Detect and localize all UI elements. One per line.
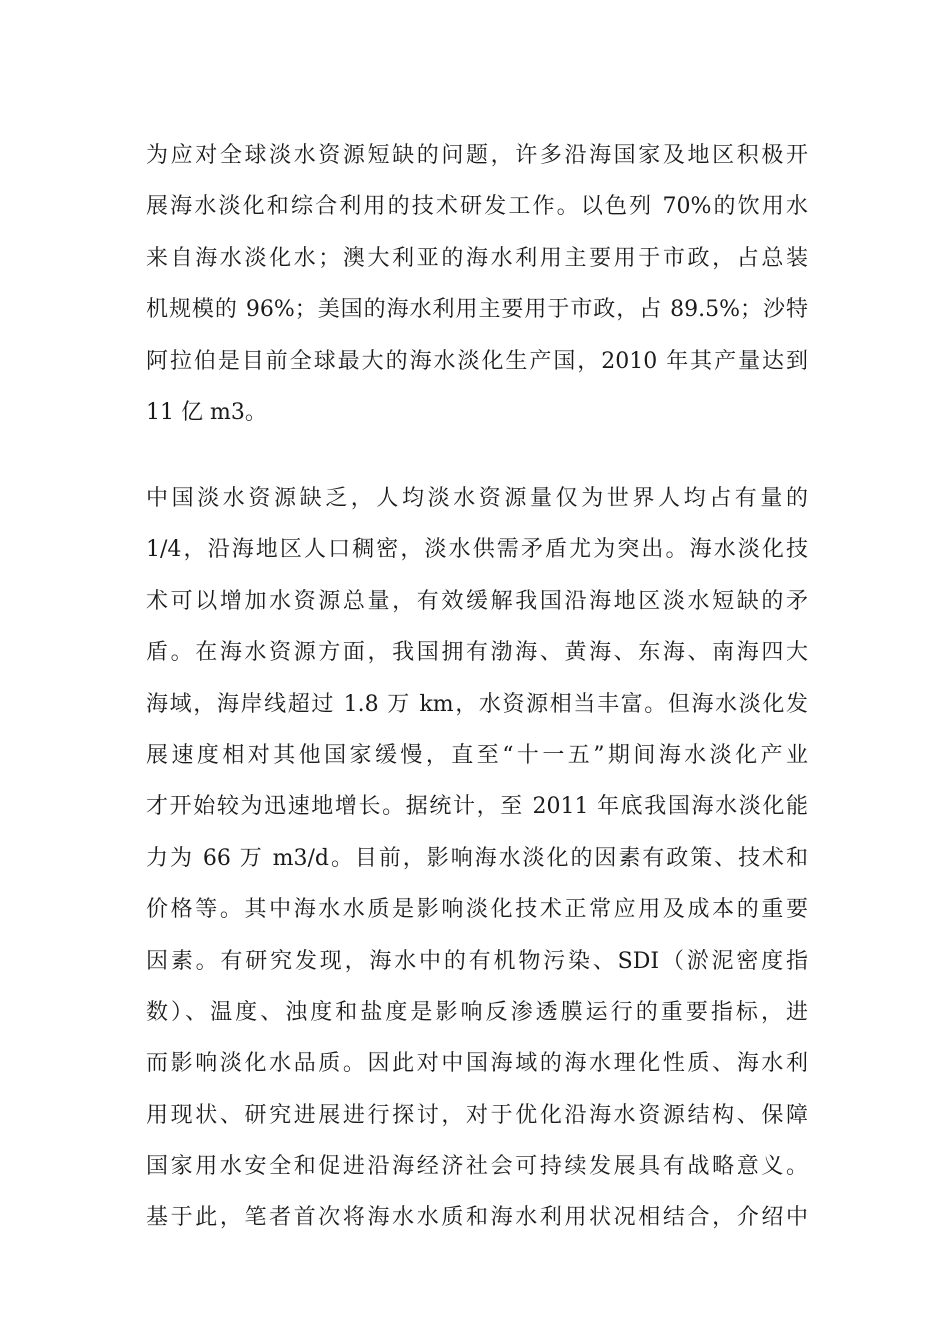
paragraph-line: 中国淡水资源缺乏，人均淡水资源量仅为世界人均占有量的 bbox=[146, 486, 808, 511]
paragraph-line: 基于此，笔者首次将海水水质和海水利用状况相结合，介绍中 bbox=[146, 1205, 808, 1231]
paragraph-line: 展海水淡化和综合利用的技术研发工作。以色列 70%的饮用水 bbox=[146, 194, 808, 220]
paragraph-line: 机规模的 96%；美国的海水利用主要用于市政，占 89.5%；沙特 bbox=[146, 297, 808, 323]
paragraph-line: 才开始较为迅速地增长。据统计，至 2011 年底我国海水淡化能 bbox=[146, 794, 808, 820]
paragraph-line: 用现状、研究进展进行探讨，对于优化沿海水资源结构、保障 bbox=[146, 1102, 808, 1128]
paragraph-line: 因素。有研究发现，海水中的有机物污染、SDI（淤泥密度指 bbox=[146, 948, 808, 974]
paragraph-line: 为应对全球淡水资源短缺的问题，许多沿海国家及地区积极开 bbox=[146, 143, 808, 168]
paragraph-line: 来自海水淡化水；澳大利亚的海水利用主要用于市政，占总装 bbox=[146, 245, 808, 271]
paragraph-line: 1/4，沿海地区人口稠密，淡水供需矛盾尤为突出。海水淡化技 bbox=[146, 537, 808, 563]
paragraph-2 bbox=[146, 473, 808, 1244]
paragraph-line: 阿拉伯是目前全球最大的海水淡化生产国，2010 年其产量达到 bbox=[146, 348, 808, 374]
paragraph-line: 数）、温度、浊度和盐度是影响反渗透膜运行的重要指标，进 bbox=[146, 999, 808, 1025]
paragraph-line: 价格等。其中海水水质是影响淡化技术正常应用及成本的重要 bbox=[146, 897, 808, 923]
paragraph-line: 术可以增加水资源总量，有效缓解我国沿海地区淡水短缺的矛 bbox=[146, 588, 808, 614]
paragraph-line: 11 亿 m3。 bbox=[146, 399, 267, 425]
paragraph-1 bbox=[146, 130, 808, 438]
paragraph-line: 而影响淡化水品质。因此对中国海域的海水理化性质、海水利 bbox=[146, 1051, 808, 1077]
paragraph-line: 展速度相对其他国家缓慢，直至“十一五”期间海水淡化产业 bbox=[146, 742, 808, 768]
paragraph-line: 力为 66 万 m3/d。目前，影响海水淡化的因素有政策、技术和 bbox=[146, 845, 808, 871]
paragraph-line: 海域，海岸线超过 1.8 万 km，水资源相当丰富。但海水淡化发 bbox=[146, 691, 808, 717]
paragraph-line: 国家用水安全和促进沿海经济社会可持续发展具有战略意义。 bbox=[146, 1154, 808, 1180]
paragraph-line: 盾。在海水资源方面，我国拥有渤海、黄海、东海、南海四大 bbox=[146, 640, 808, 666]
